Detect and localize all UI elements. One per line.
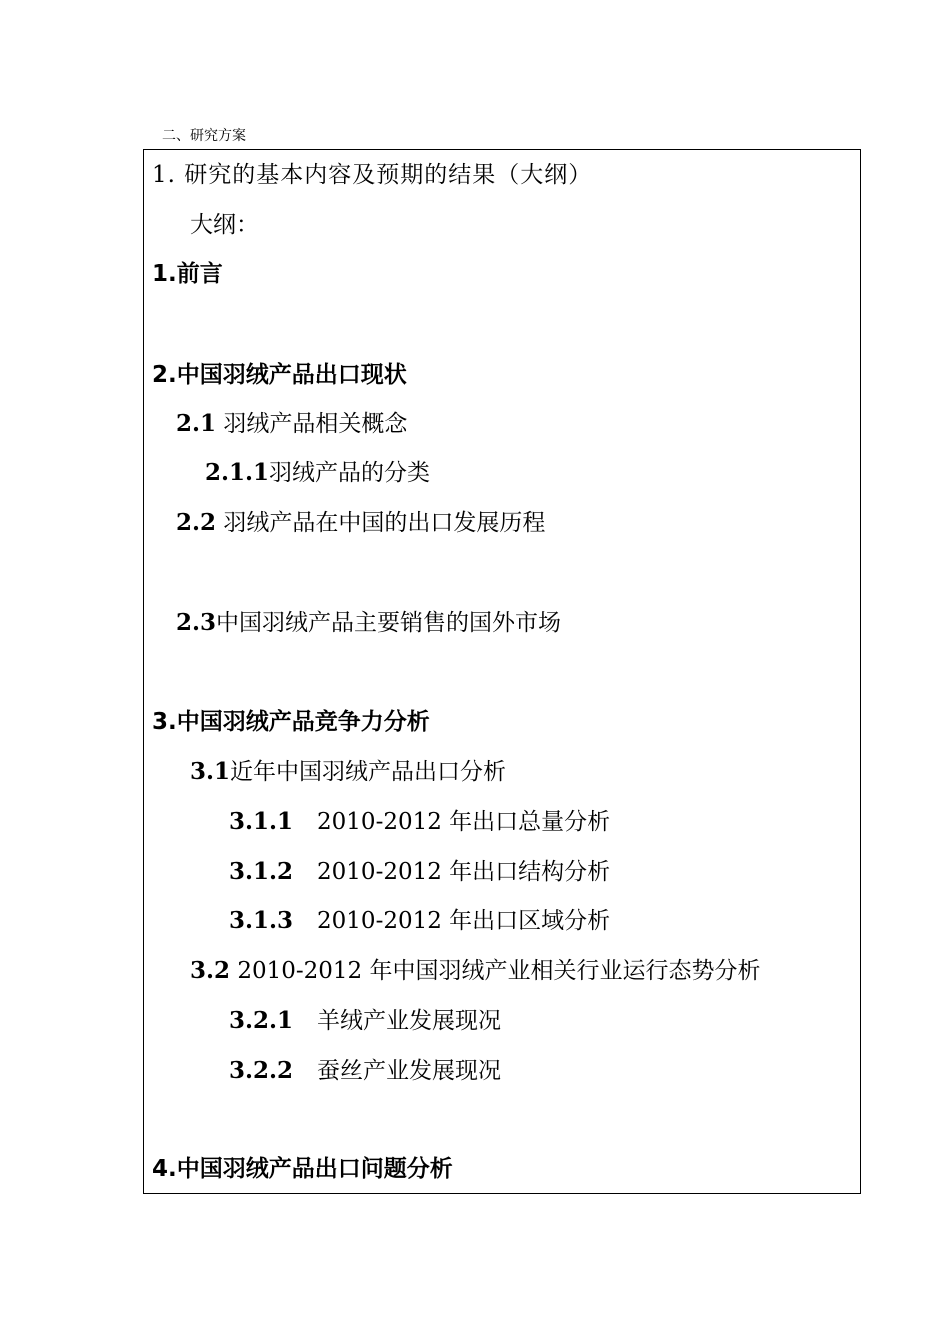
outline-item-3-2: [190, 956, 760, 986]
item-text: 2010-2012 年出口总量分析: [317, 809, 611, 835]
outline-item-2-2: [176, 508, 545, 538]
item-text: 羽绒产品的分类: [269, 460, 431, 486]
outline-item-2-1-1: [205, 458, 430, 488]
outline-item-2-3: [176, 608, 561, 638]
item-number: 3.2.1: [229, 1007, 294, 1034]
outline-item-3-2-2: [229, 1056, 501, 1086]
outline-item-3: [152, 707, 430, 737]
item-number: 3.1.1: [229, 808, 294, 835]
outline-item-3-1: [190, 757, 506, 787]
outline-item-3-1-3: [229, 906, 610, 936]
item-number: 3.1.2: [229, 858, 294, 885]
section-label: 二、研究方案: [162, 128, 246, 144]
item-text: 前言: [176, 261, 223, 287]
outline-item-2-1: [176, 409, 407, 439]
item-text: 中国羽绒产品出口现状: [176, 362, 407, 388]
item-text: 中国羽绒产品主要销售的国外市场: [216, 610, 562, 636]
outline-item-2: [152, 360, 407, 390]
item-text: 中国羽绒产品竞争力分析: [176, 709, 430, 735]
item-number: 3.1.3: [229, 907, 294, 934]
outline-item-3-1-2: [229, 857, 610, 887]
item-text: 2010-2012 年中国羽绒产业相关行业运行态势分析: [237, 958, 761, 984]
box-heading: 1. 研究的基本内容及预期的结果（大纲）: [152, 162, 593, 188]
item-text: 2010-2012 年出口区域分析: [317, 908, 611, 934]
item-number: 2.1: [176, 410, 217, 437]
outline-label: 大纲：: [190, 212, 259, 238]
item-text: 中国羽绒产品出口问题分析: [176, 1156, 453, 1182]
item-number: 3.: [152, 709, 177, 735]
item-number: 2.1.1: [205, 459, 270, 486]
outline-box: [143, 149, 861, 1194]
item-text: 近年中国羽绒产品出口分析: [230, 759, 507, 785]
item-number: 2.2: [176, 509, 217, 536]
item-number: 1.: [152, 261, 177, 287]
item-text: 羽绒产品相关概念: [223, 411, 408, 437]
outline-item-1: [152, 259, 223, 289]
item-number: 3.2: [190, 957, 231, 984]
item-number: 4.: [152, 1156, 177, 1182]
item-text: 羊绒产业发展现况: [317, 1008, 502, 1034]
outline-item-3-2-1: [229, 1006, 501, 1036]
item-text: 蚕丝产业发展现况: [317, 1058, 502, 1084]
item-number: 2.: [152, 362, 177, 388]
item-text: 羽绒产品在中国的出口发展历程: [223, 510, 546, 536]
outline-item-3-1-1: [229, 807, 610, 837]
item-number: 3.1: [190, 758, 231, 785]
item-number: 2.3: [176, 609, 217, 636]
outline-item-4: [152, 1154, 453, 1184]
item-number: 3.2.2: [229, 1057, 294, 1084]
item-text: 2010-2012 年出口结构分析: [317, 859, 611, 885]
